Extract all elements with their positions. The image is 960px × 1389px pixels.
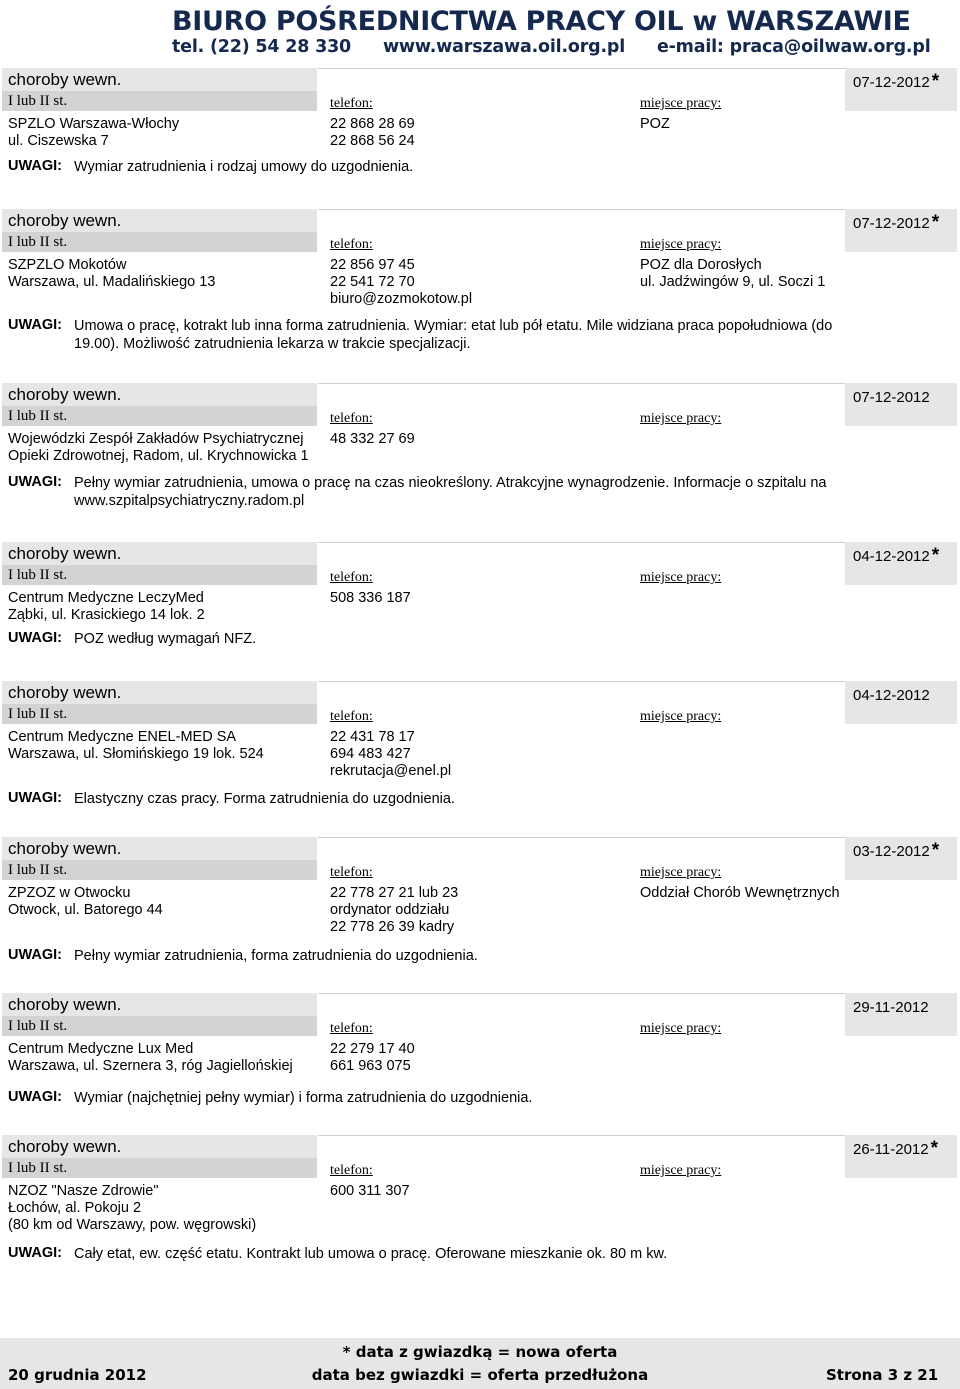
offer-remarks: Cały etat, ew. część etatu. Kontrakt lub umowa o pracę. Oferowane mieszkanie ok. 80 m kw.: [74, 1246, 668, 1262]
phone-label: telefon:: [330, 865, 373, 880]
institution-line: Centrum Medyczne Lux Med: [8, 1041, 194, 1057]
offer-remarks: Umowa o pracę, kotrakt lub inna forma zatrudnienia. Wymiar: etat lub pół etatu. Mile widziana praca popołudniowa (do 19.00). Możliwość zatrudnienia lekarza w trakcie specjalizacji.: [74, 318, 833, 352]
offer-phones: [330, 1183, 410, 1200]
institution-line: SPZLO Warszawa-Włochy: [8, 116, 180, 132]
offer-workplace: [640, 116, 670, 133]
offer-remarks: Elastyczny czas pracy. Forma zatrudnienia do uzgodnienia.: [74, 791, 455, 807]
offer-institution: [8, 590, 205, 624]
phone-line: biuro@zozmokotow.pl: [330, 291, 473, 307]
new-offer-star: *: [931, 840, 940, 861]
offer-date-value: 26-11-2012: [853, 1141, 929, 1158]
offer-level: I lub II st.: [8, 567, 68, 583]
remarks-label: UWAGI:: [8, 158, 62, 174]
offer-date: [853, 684, 932, 706]
institution-line: Warszawa, ul. Słomińskiego 19 lok. 524: [8, 746, 264, 762]
workplace-label: miejsce pracy:: [640, 237, 722, 252]
phone-label: telefon:: [330, 570, 373, 585]
footer-legend-new: * data z gwiazdką = nowa oferta: [342, 1343, 618, 1361]
offer-phones: [330, 1041, 415, 1075]
phone-line: 22 868 28 69: [330, 116, 415, 132]
phone-line: 48 332 27 69: [330, 431, 415, 447]
new-offer-star: *: [930, 1138, 939, 1159]
institution-line: Warszawa, ul. Szernera 3, róg Jagiellońskiej: [8, 1058, 293, 1074]
offer-institution: [8, 257, 215, 291]
offer-header-frame: [318, 837, 845, 881]
institution-line: SZPZLO Mokotów: [8, 257, 127, 273]
phone-label: telefon:: [330, 411, 373, 426]
institution-line: Centrum Medyczne LeczyMed: [8, 590, 204, 606]
offer-date-value: 03-12-2012: [853, 843, 930, 860]
offer-header-frame: [318, 383, 845, 427]
header-contact: [172, 37, 957, 57]
offer-remarks: Pełny wymiar zatrudnienia, umowa o pracę na czas nieokreślony. Atrakcyjne wynagrodzenie. Informacje o szpitalu na www.szpitalpsychiatryczny.radom.pl: [74, 475, 827, 509]
phone-line: 22 279 17 40: [330, 1041, 415, 1057]
phone-line: 600 311 307: [330, 1183, 410, 1199]
offer-institution: [8, 1183, 256, 1234]
offer-date: [853, 840, 939, 862]
institution-line: ul. Ciszewska 7: [8, 133, 109, 149]
institution-line: (80 km od Warszawy, pow. węgrowski): [8, 1217, 257, 1233]
page-title: BIURO POŚREDNICTWA PRACY OIL w WARSZAWIE: [172, 6, 911, 37]
offer-header-frame: [318, 209, 845, 253]
offer-date-value: 07-12-2012: [853, 389, 930, 406]
phone-label: telefon:: [330, 96, 373, 111]
offer-phones: [330, 729, 451, 780]
offer-specialty: choroby wewn.: [8, 70, 122, 89]
remarks-label: UWAGI:: [8, 790, 62, 806]
phone-label: telefon:: [330, 1163, 373, 1178]
offer-date-value: 29-11-2012: [853, 999, 929, 1016]
offer-phones: [330, 431, 415, 448]
offer-remarks: POZ według wymagań NFZ.: [74, 631, 257, 647]
phone-line: 22 431 78 17: [330, 729, 415, 745]
remarks-label: UWAGI:: [8, 1245, 62, 1261]
phone-line: ordynator oddziału: [330, 902, 450, 918]
phone-line: rekrutacja@enel.pl: [330, 763, 452, 779]
offer-date: [853, 71, 939, 93]
phone-label: telefon:: [330, 1021, 373, 1036]
phone-line: 22 778 27 21 lub 23: [330, 885, 459, 901]
offer-phones: [330, 885, 458, 936]
offer-header-frame: [318, 993, 845, 1037]
offer-header-frame: [318, 1135, 845, 1179]
workplace-label: miejsce pracy:: [640, 411, 722, 426]
phone-line: 508 336 187: [330, 590, 411, 606]
new-offer-star: *: [931, 212, 940, 233]
footer-legend-extended: data bez gwiazdki = oferta przedłużona: [311, 1366, 649, 1384]
phone-line: 22 541 72 70: [330, 274, 415, 290]
phone-line: 661 963 075: [330, 1058, 411, 1074]
institution-line: Opieki Zdrowotnej, Radom, ul. Krychnowicka 1: [8, 448, 309, 464]
institution-line: Otwock, ul. Batorego 44: [8, 902, 163, 918]
institution-line: ZPZOZ w Otwocku: [8, 885, 131, 901]
offer-specialty: choroby wewn.: [8, 544, 122, 563]
institution-line: Ząbki, ul. Krasickiego 14 lok. 2: [8, 607, 205, 623]
remarks-label: UWAGI:: [8, 317, 62, 333]
offer-date-value: 04-12-2012: [853, 548, 930, 565]
institution-line: Wojewódzki Zespół Zakładów Psychiatrycznej: [8, 431, 304, 447]
offer-workplace: [640, 257, 825, 291]
header-website[interactable]: www.warszawa.oil.org.pl: [382, 37, 626, 57]
offer-remarks: Wymiar (najchętniej pełny wymiar) i forma zatrudnienia do uzgodnienia.: [74, 1090, 533, 1106]
header-email[interactable]: e-mail: praca@oilwaw.org.pl: [656, 37, 931, 57]
workplace-label: miejsce pracy:: [640, 570, 722, 585]
workplace-label: miejsce pracy:: [640, 1163, 722, 1178]
phone-label: telefon:: [330, 709, 373, 724]
offer-date: [853, 1138, 938, 1160]
offer-header-frame: [318, 542, 845, 586]
offer-date: [853, 212, 939, 234]
institution-line: Centrum Medyczne ENEL-MED SA: [8, 729, 237, 745]
offer-level: I lub II st.: [8, 706, 68, 722]
offer-level: I lub II st.: [8, 408, 68, 424]
header-phone: tel. (22) 54 28 330: [172, 37, 352, 57]
offer-specialty: choroby wewn.: [8, 683, 122, 702]
offer-date-value: 07-12-2012: [853, 74, 930, 91]
workplace-line: POZ dla Dorosłych: [640, 257, 762, 273]
offer-date-value: 07-12-2012: [853, 215, 930, 232]
offer-phones: [330, 590, 411, 607]
offer-institution: [8, 729, 264, 763]
offer-date: [853, 996, 931, 1018]
workplace-label: miejsce pracy:: [640, 709, 722, 724]
offer-date: [853, 545, 939, 567]
offer-header-frame: [318, 68, 845, 112]
offer-level: I lub II st.: [8, 862, 68, 878]
workplace-label: miejsce pracy:: [640, 1021, 722, 1036]
offer-specialty: choroby wewn.: [8, 839, 122, 858]
workplace-label: miejsce pracy:: [640, 865, 722, 880]
new-offer-star: *: [931, 71, 940, 92]
offer-header-frame: [318, 681, 845, 725]
offer-institution: [8, 1041, 293, 1075]
offer-phones: [330, 257, 472, 308]
offer-level: I lub II st.: [8, 93, 68, 109]
institution-line: NZOZ "Nasze Zdrowie": [8, 1183, 159, 1199]
offer-institution: [8, 431, 309, 465]
workplace-line: POZ: [640, 116, 670, 132]
institution-line: Łochów, al. Pokoju 2: [8, 1200, 142, 1216]
offer-remarks: Pełny wymiar zatrudnienia, forma zatrudnienia do uzgodnienia.: [74, 948, 478, 964]
footer-date: 20 grudnia 2012: [8, 1366, 147, 1384]
offer-specialty: choroby wewn.: [8, 211, 122, 230]
offer-level: I lub II st.: [8, 1018, 68, 1034]
phone-line: 694 483 427: [330, 746, 411, 762]
phone-line: 22 778 26 39 kadry: [330, 919, 455, 935]
offer-workplace: [640, 885, 840, 902]
remarks-label: UWAGI:: [8, 947, 62, 963]
offer-specialty: choroby wewn.: [8, 385, 122, 404]
phone-label: telefon:: [330, 237, 373, 252]
offer-level: I lub II st.: [8, 234, 68, 250]
offer-phones: [330, 116, 415, 150]
phone-line: 22 868 56 24: [330, 133, 415, 149]
offer-remarks: Wymiar zatrudnienia i rodzaj umowy do uzgodnienia.: [74, 159, 414, 175]
phone-line: 22 856 97 45: [330, 257, 415, 273]
workplace-line: ul. Jadźwingów 9, ul. Soczi 1: [640, 274, 826, 290]
offer-date: [853, 386, 932, 408]
offer-date-value: 04-12-2012: [853, 687, 930, 704]
offer-level: I lub II st.: [8, 1160, 68, 1176]
offer-specialty: choroby wewn.: [8, 1137, 122, 1156]
remarks-label: UWAGI:: [8, 1089, 62, 1105]
new-offer-star: *: [931, 545, 940, 566]
remarks-label: UWAGI:: [8, 630, 62, 646]
remarks-label: UWAGI:: [8, 474, 62, 490]
institution-line: Warszawa, ul. Madalińskiego 13: [8, 274, 216, 290]
footer-page-number: Strona 3 z 21: [826, 1366, 939, 1384]
offer-institution: [8, 885, 163, 919]
offer-specialty: choroby wewn.: [8, 995, 122, 1014]
workplace-label: miejsce pracy:: [640, 96, 722, 111]
workplace-line: Oddział Chorób Wewnętrznych: [640, 885, 840, 901]
offer-institution: [8, 116, 179, 150]
